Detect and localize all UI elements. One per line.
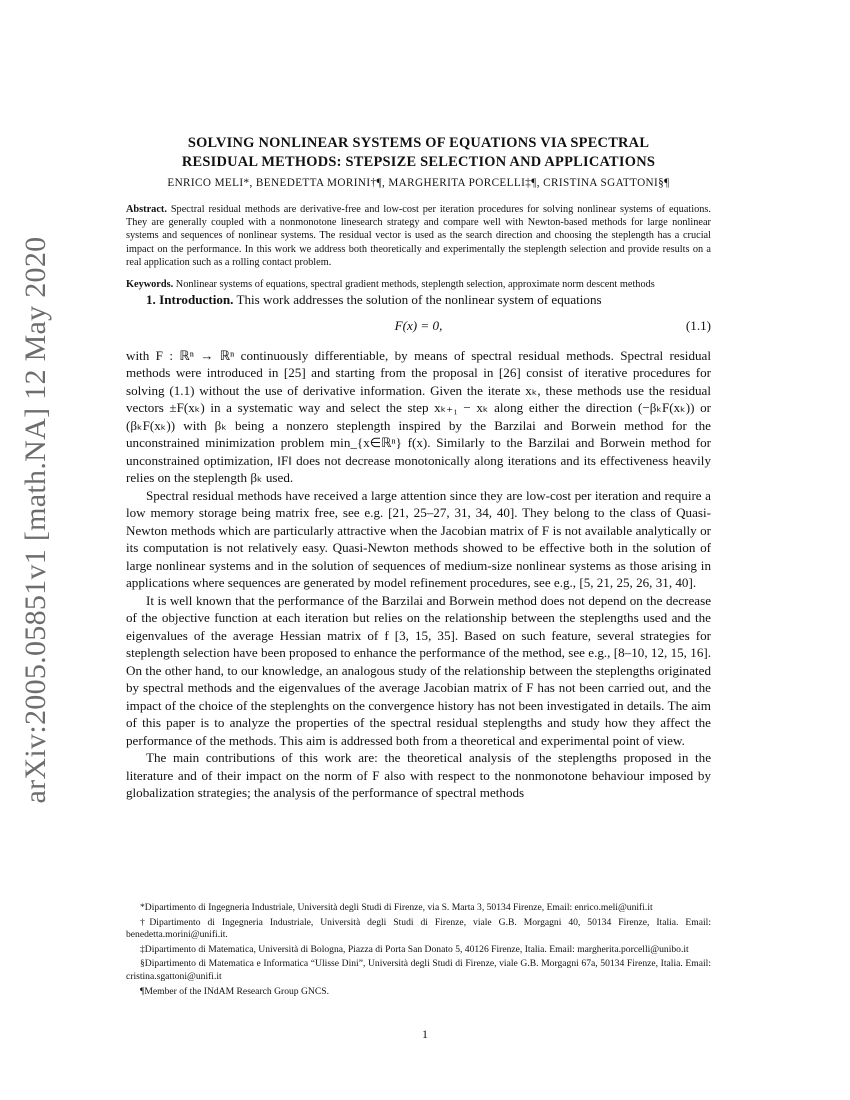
arxiv-identifier: arXiv:2005.05851v1 [math.NA] 12 May 2020 [19,236,52,804]
footnote-meli: *Dipartimento di Ingegneria Industriale, Università degli Studi di Firenze, via S. Marta 3, 50134 Firenze, Email: enrico.meli@unifi.it [140,902,653,913]
footnote-porcelli: ‡Dipartimento di Matematica, Università di Bologna, Piazza di Porta San Donato 5, 40126 Firenze, Italia. Email: margherita.porcelli@unibo.it [140,943,689,955]
footnote-morini: †Dipartimento di Ingegneria Industriale, Università degli Studi di Firenze, viale G.B. Morgagni 40, 50134 Firenze, Italia. Email: benedetta.morini@unifi.it. [126,916,711,941]
paragraph-4: The main contributions of this work are: the theoretical analysis of the steplengths proposed in the literature and of their impact on the norm of F also with respect to the nonmonotone behaviour imposed by globalization strategies; the analysis of the performance of spectral methods [126,750,711,801]
keywords [126,278,711,291]
page-number: 1 [422,1027,428,1041]
arxiv-sidebar [14,140,58,900]
equation-1-1 [126,313,711,341]
section-title: Introduction. [159,292,234,308]
abstract-label: Abstract. [126,204,167,215]
abstract [126,203,711,269]
footnote-gncs: ¶Member of the INdAM Research Group GNCS. [140,985,329,997]
body-text [126,291,711,802]
title-line-1: SOLVING NONLINEAR SYSTEMS OF EQUATIONS VIA SPECTRAL [187,135,650,151]
section-intro: This work addresses the solution of the nonlinear system of equations [236,292,602,308]
paragraph-3: It is well known that the performance of the Barzilai and Borwein method does not depend on the decrease of the objective function at each iteration but relies on the relationship between the steplengths used and the eigenvalues of the average Hessian matrix of f [3, 15, 35]. Based on such feature, several strategies for steplength selection have been proposed to enhance the performance of the method, see e.g., [8–10, 12, 15, 16]. On the other hand, to our knowledge, an analogous study of the relationship between the steplengths originated by spectral methods and the eigenvalues of the average Jacobian matrix of F has not been carried out, and the impact of the choice of the steplenghts on the convergence history has not been investigated in details. The aim of this paper is to analyze the properties of the spectral residual steplengths and study how they affect the performance of the methods. This aim is addressed both from a theoretical and experimental point of view. [126,592,711,748]
title-line-2: RESIDUAL METHODS: STEPSIZE SELECTION AND APPLICATIONS [181,154,656,170]
abstract-text: Spectral residual methods are derivative-free and low-cost per iteration procedures for solving nonlinear systems of equations. They are generally coupled with a nonmonotone linesearch strategy and compare well with Newton-based methods for large nonlinear systems and sequences of nonlinear systems. The residual vector is used as the search direction and choosing the steplength has a crucial impact on the performance. In this work we address both theoretically and experimentally the steplength selection and provide results on a real application such as a rolling contact problem. [126,204,711,268]
equation-number: (1.1) [685,317,711,333]
keywords-label: Keywords. [126,279,174,291]
paragraph-1: with F : ℝⁿ → ℝⁿ continuously differentiable, by means of spectral residual methods. Spectral residual methods were introduced in [25] and starting from the proposal in [26] consist of iterative procedures for solving (1.1) without the use of derivative information. Given the iterate xₖ, these methods use the residual vectors ±F(xₖ) in a systematic way and select the step xₖ₊₁ − xₖ along either the direction (−βₖF(xₖ)) or (βₖF(xₖ)) with βₖ being a nonzero steplength inspired by the Barzilai and Borwein method for the unconstrained minimization problem min_{x∈ℝⁿ} f(x). Similarly to the Barzilai and Borwein method for unconstrained optimization, ‖F‖ does not decrease monotonically along iterations and its effectiveness heavily relies on the steplength βₖ used. [126,347,711,486]
footnotes [126,902,711,1000]
paper-title [126,134,711,172]
author-list: ENRICO MELI*, BENEDETTA MORINI†¶, MARGHERITA PORCELLI‡¶, CRISTINA SGATTONI§¶ [167,177,670,189]
paper-page [126,118,711,802]
equation-body: F(x) = 0, [394,317,443,333]
paragraph-2: Spectral residual methods have received a large attention since they are low-cost per iteration and require a low memory storage being matrix free, see e.g. [21, 25–27, 31, 34, 40]. They belong to the class of Quasi-Newton methods which are particularly attractive when the Jacobian matrix of F is not available analytically or its computation is not relatively easy. Quasi-Newton methods showed to be effective both in the solution of large nonlinear systems and in the solution of sequences of medium-size nonlinear systems as those arising in applications where sequences are generated by model refinement procedures, see e.g., [5, 21, 25, 26, 31, 40]. [126,487,711,591]
introduction-heading [126,291,711,309]
section-number: 1. [146,292,156,308]
keywords-text: Nonlinear systems of equations, spectral gradient methods, steplength selection, approximate norm descent methods [175,279,655,291]
footnote-sgattoni: §Dipartimento di Matematica e Informatica “Ulisse Dini”, Università degli Studi di Firenze, viale G.B. Morgagni 67a, 50134 Firenze, Italia. Email: cristina.sgattoni@unifi.it [126,958,711,982]
